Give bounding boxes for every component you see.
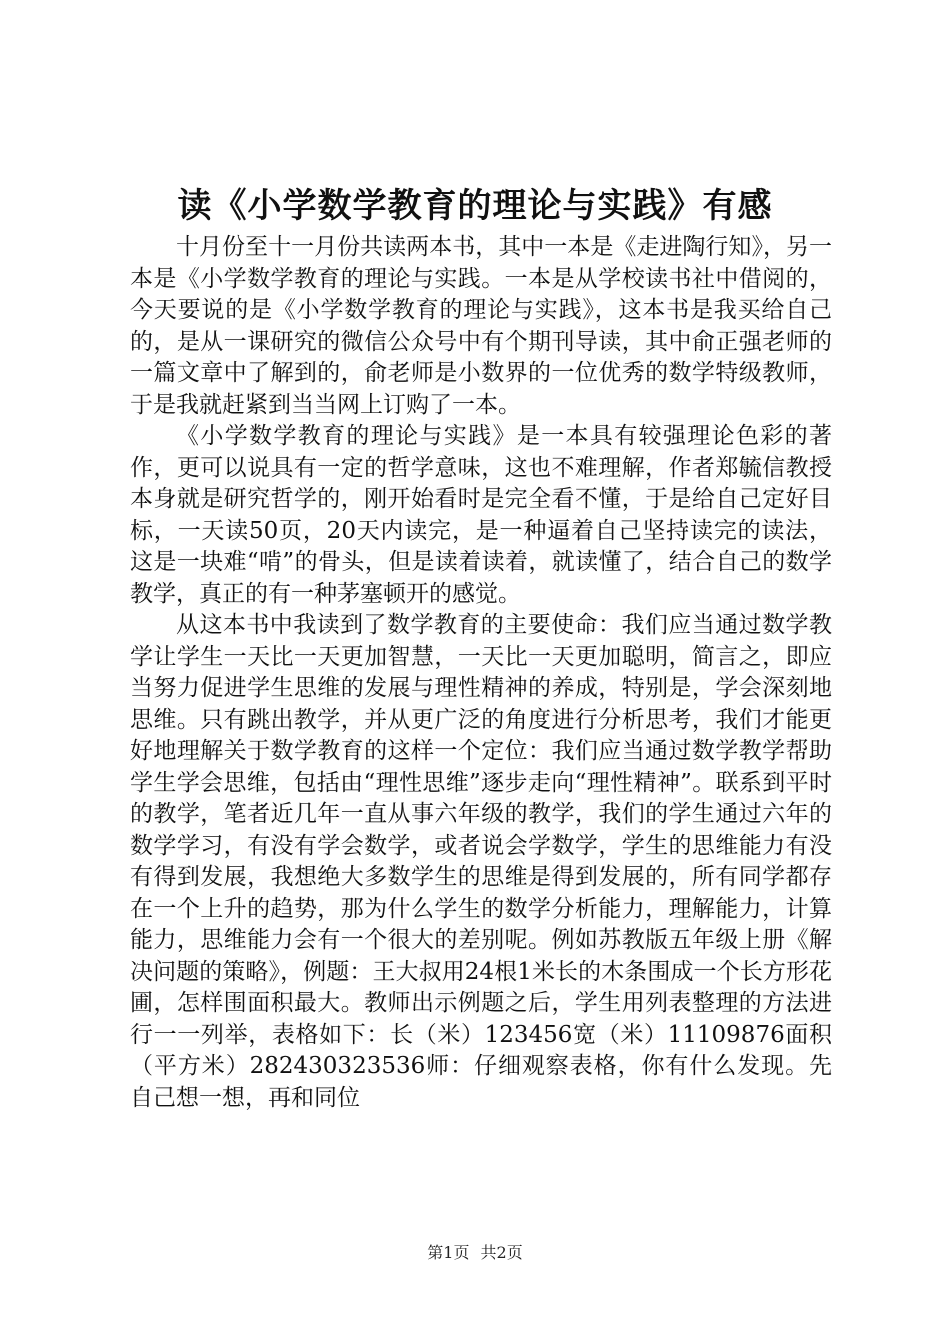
paragraph-2: 《小学数学教育的理论与实践》是一本具有较强理论色彩的著作，更可以说具有一定的哲学意味，这也不难理解，作者郑毓信教授本身就是研究哲学的，刚开始看时是完全看不懂，于是给自己定好目标，一天读50页，20天内读完，是一种逼着自己坚持读完的读法，这是一块难“啃”的骨头，但是读着读着，就读懂了，结合自己的数学教学，真正的有一种茅塞顿开的感觉。 — [130, 423, 832, 607]
page-number: 第1页 — [427, 1243, 470, 1262]
document-body — [130, 232, 832, 1114]
document-title: 读《小学数学教育的理论与实践》有感 — [177, 186, 773, 226]
page-total: 共2页 — [480, 1243, 523, 1262]
paragraph-1: 十月份至十一月份共读两本书，其中一本是《走进陶行知》，另一本是《小学数学教育的理论与实践。一本是从学校读书社中借阅的，今天要说的是《小学数学教育的理论与实践》，这本书是我买给自己的，是从一课研究的微信公众号中有个期刊导读，其中俞正强老师的一篇文章中了解到的，俞老师是小数界的一位优秀的数学特级教师，于是我就赶紧到当当网上订购了一本。 — [130, 234, 832, 418]
paragraph-3: 从这本书中我读到了数学教育的主要使命：我们应当通过数学教学让学生一天比一天更加智慧，一天比一天更加聪明，简言之，即应当努力促进学生思维的发展与理性精神的养成，特别是，学会深刻地思维。只有跳出教学，并从更广泛的角度进行分析思考，我们才能更好地理解关于数学教育的这样一个定位：我们应当通过数学教学帮助学生学会思维，包括由“理性思维”逐步走向“理性精神”。联系到平时的教学，笔者近几年一直从事六年级的教学，我们的学生通过六年的数学学习，有没有学会数学，或者说会学数学，学生的思维能力有没有得到发展，我想绝大多数学生的思维是得到发展的，所有同学都存在一个上升的趋势，那为什么学生的数学分析能力，理解能力，计算能力，思维能力会有一个很大的差别呢。例如苏教版五年级上册《解决问题的策略》，例题：王大叔用24根1米长的木条围成一个长方形花圃，怎样围面积最大。教师出示例题之后，学生用列表整理的方法进行一一列举，表格如下：长（米）123456宽（米）11109876面积（平方米）282430323536师：仔细观察表格，你有什么发现。先自己想一想，再和同位 — [130, 612, 832, 1111]
page-footer — [0, 1243, 950, 1263]
